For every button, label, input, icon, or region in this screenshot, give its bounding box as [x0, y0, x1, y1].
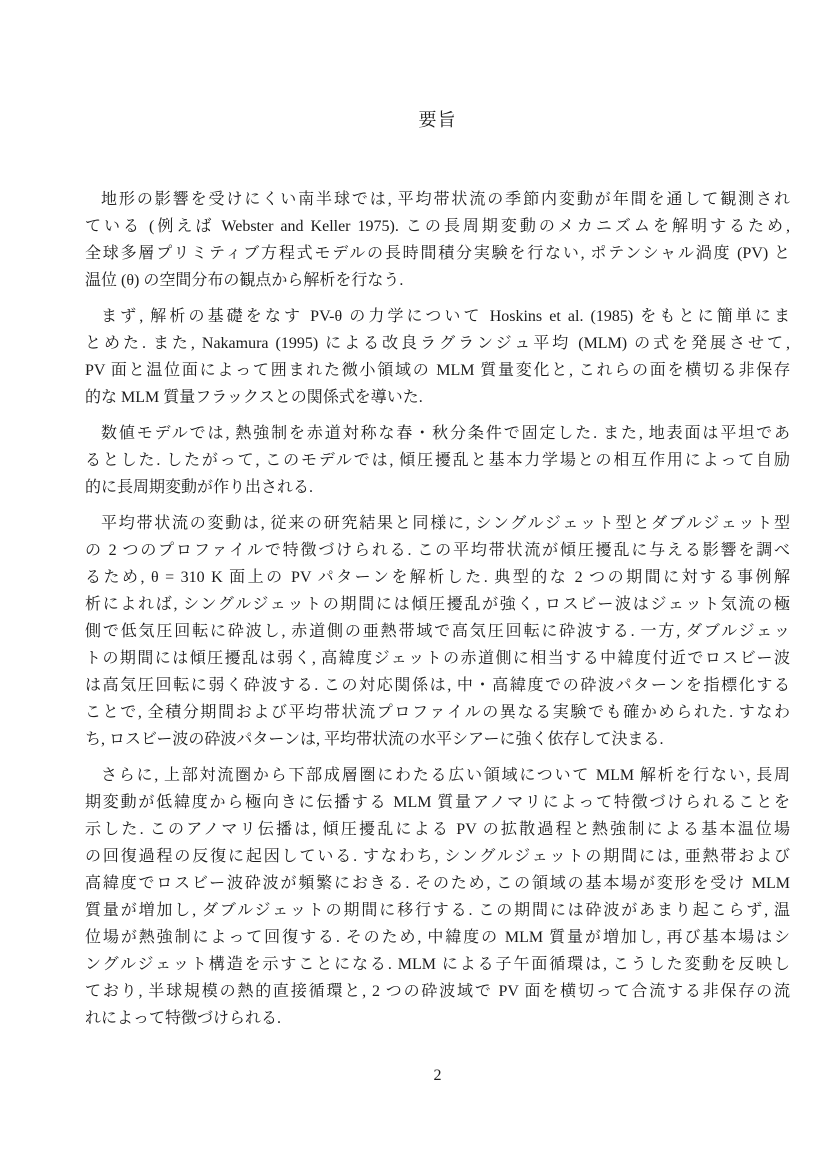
text-line: ことで, 全積分期間および平均帯状流プロファイルの異なる実験でも確かめられた. すなわ [85, 704, 790, 721]
text-line: るため, θ = 310 K 面上の PV パターンを解析した. 典型的な 2 つの期間に対する事例解 [85, 569, 790, 586]
text-line: PV 面と温位面によって囲まれた微小領域の MLM 質量変化と, これらの面を横切る非保存 [85, 362, 790, 379]
text-line: 的な MLM 質量フラックスとの関係式を導いた. [85, 389, 423, 406]
paragraph [85, 762, 790, 1032]
text-line: 数値モデルでは, 熱強制を赤道対称な春・秋分条件で固定した. また, 地表面は平坦であ [101, 425, 790, 442]
text-line: は高気圧回転に弱く砕波する. この対応関係は, 中・高緯度での砕波パターンを指標化する [85, 677, 790, 694]
text-line: 高緯度でロスビー波砕波が頻繁におきる. そのため, この領域の基本場が変形を受け MLM [85, 875, 790, 892]
abstract-title: 要旨 [418, 110, 457, 130]
paragraph [85, 186, 790, 294]
text-line: ており, 半球規模の熱的直接循環と, 2 つの砕波域で PV 面を横切って合流する非保存の流 [85, 983, 790, 1000]
text-line: さらに, 上部対流圏から下部成層圏にわたる広い領域について MLM 解析を行ない, 長周 [101, 767, 790, 784]
text-line: ち, ロスビー波の砕波パターンは, 平均帯状流の水平シアーに強く依存して決まる. [85, 731, 664, 748]
text-line: 析によれば, シングルジェットの期間には傾圧擾乱が強く, ロスビー波はジェット気流の極 [85, 596, 790, 613]
text-line: まず, 解析の基礎をなす PV-θ の力学について Hoskins et al. (1985) をもとに簡単にま [101, 308, 790, 325]
text-line: とめた. また, Nakamura (1995) による改良ラグランジュ平均 (MLM) の式を発展させて, [85, 335, 790, 352]
page-number: 2 [433, 1067, 442, 1084]
text-line: 示した. このアノマリ伝播は, 傾圧擾乱による PV の拡散過程と熱強制による基本温位場 [85, 821, 790, 838]
text-line: 位場が熱強制によって回復する. そのため, 中緯度の MLM 質量が増加し, 再び基本場はシ [85, 929, 790, 946]
text-line: トの期間には傾圧擾乱は弱く, 高緯度ジェットの赤道側に相当する中緯度付近でロスビー波 [85, 650, 790, 667]
abstract-body [85, 186, 790, 1032]
paragraph [85, 510, 790, 753]
text-line: 的に長周期変動が作り出される. [85, 479, 314, 496]
text-line: 側で低気圧回転に砕波し, 赤道側の亜熱帯域で高気圧回転に砕波する. 一方, ダブルジェッ [85, 623, 790, 640]
text-line: 期変動が低緯度から極向きに伝播する MLM 質量アノマリによって特徴づけられることを [85, 794, 790, 811]
paragraph [85, 420, 790, 501]
text-line: 地形の影響を受けにくい南半球では, 平均帯状流の季節内変動が年間を通して観測され [101, 191, 790, 208]
text-line: 質量が増加し, ダブルジェットの期間に移行する. この期間には砕波があまり起こらず, 温 [85, 902, 790, 919]
text-line: 全球多層プリミティブ方程式モデルの長時間積分実験を行ない, ポテンシャル渦度 (PV) と [85, 245, 790, 262]
text-line: の 2 つのプロファイルで特徴づけられる. この平均帯状流が傾圧擾乱に与える影響を調べ [85, 542, 790, 559]
text-line: るとした. したがって, このモデルでは, 傾圧擾乱と基本力学場との相互作用によって自励 [85, 452, 790, 469]
text-line: れによって特徴づけられる. [85, 1010, 282, 1027]
text-column [85, 0, 790, 1041]
text-line: ている (例えば Webster and Keller 1975). この長周期変動のメカニズムを解明するため, [85, 218, 790, 235]
text-line: 温位 (θ) の空間分布の観点から解析を行なう. [85, 272, 404, 289]
text-line: の回復過程の反復に起因している. すなわち, シングルジェットの期間には, 亜熱帯および [85, 848, 790, 865]
text-line: 平均帯状流の変動は, 従来の研究結果と同様に, シングルジェット型とダブルジェット型 [101, 515, 790, 532]
text-line: ングルジェット構造を示すことになる. MLM による子午面循環は, こうした変動を反映し [85, 956, 790, 973]
paragraph [85, 303, 790, 411]
